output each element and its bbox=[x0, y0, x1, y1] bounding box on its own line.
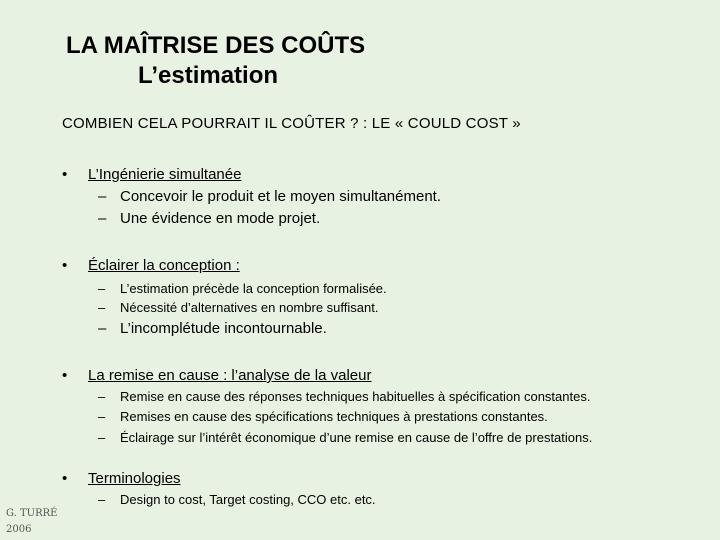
sub-marker: – bbox=[98, 188, 107, 205]
sub-item bbox=[98, 409, 548, 424]
bullet-marker: • bbox=[62, 470, 68, 487]
bullet-text: Terminologies bbox=[88, 470, 181, 487]
slide-title bbox=[66, 31, 365, 91]
sub-item bbox=[98, 389, 590, 404]
sub-text: Design to cost, Target costing, CCO etc. etc. bbox=[120, 492, 376, 507]
bullet-1 bbox=[62, 166, 241, 183]
sub-marker: – bbox=[98, 281, 106, 296]
bullet-marker: • bbox=[62, 257, 68, 274]
sub-text: Une évidence en mode projet. bbox=[120, 210, 321, 227]
sub-text: L’estimation précède la conception formalisée. bbox=[120, 281, 387, 296]
sub-text: Remise en cause des réponses techniques habituelles à spécification constantes. bbox=[120, 389, 591, 404]
bullet-marker: • bbox=[62, 367, 68, 384]
bullet-text: Éclairer la conception : bbox=[88, 257, 240, 274]
sub-item bbox=[98, 210, 320, 227]
sub-text: Éclairage sur l’intérêt économique d’une remise en cause de l’offre de prestations. bbox=[120, 430, 593, 445]
sub-marker: – bbox=[98, 492, 106, 507]
sub-text: Nécessité d’alternatives en nombre suffisant. bbox=[120, 300, 379, 315]
sub-text: Concevoir le produit et le moyen simultanément. bbox=[120, 188, 441, 205]
sub-item bbox=[98, 430, 592, 445]
bullet-3 bbox=[62, 367, 372, 384]
title-line-2: L’estimation bbox=[138, 62, 279, 89]
footer-year: 2006 bbox=[6, 524, 32, 535]
sub-marker: – bbox=[98, 409, 106, 424]
bullet-text: La remise en cause : l’analyse de la valeur bbox=[88, 367, 372, 384]
sub-item bbox=[98, 492, 376, 507]
bullet-4 bbox=[62, 470, 181, 487]
sub-item bbox=[98, 300, 378, 315]
sub-item bbox=[98, 320, 327, 337]
footer-credit bbox=[6, 506, 57, 538]
sub-marker: – bbox=[98, 210, 107, 227]
sub-text: Remises en cause des spécifications techniques à prestations constantes. bbox=[120, 409, 548, 424]
sub-item bbox=[98, 281, 387, 296]
sub-marker: – bbox=[98, 320, 107, 337]
footer-author: G. TURRÉ bbox=[6, 508, 58, 519]
sub-marker: – bbox=[98, 389, 106, 404]
sub-item bbox=[98, 188, 441, 205]
bullet-text: L’Ingénierie simultanée bbox=[88, 166, 242, 183]
sub-marker: – bbox=[98, 300, 106, 315]
bullet-marker: • bbox=[62, 166, 68, 183]
title-line-1: LA MAÎTRISE DES COÛTS bbox=[66, 32, 366, 59]
bullet-2 bbox=[62, 257, 240, 274]
slide-subtitle: COMBIEN CELA POURRAIT IL COÛTER ? : LE « COULD COST » bbox=[62, 115, 521, 132]
sub-text: L’incomplétude incontournable. bbox=[120, 320, 327, 337]
sub-marker: – bbox=[98, 430, 106, 445]
